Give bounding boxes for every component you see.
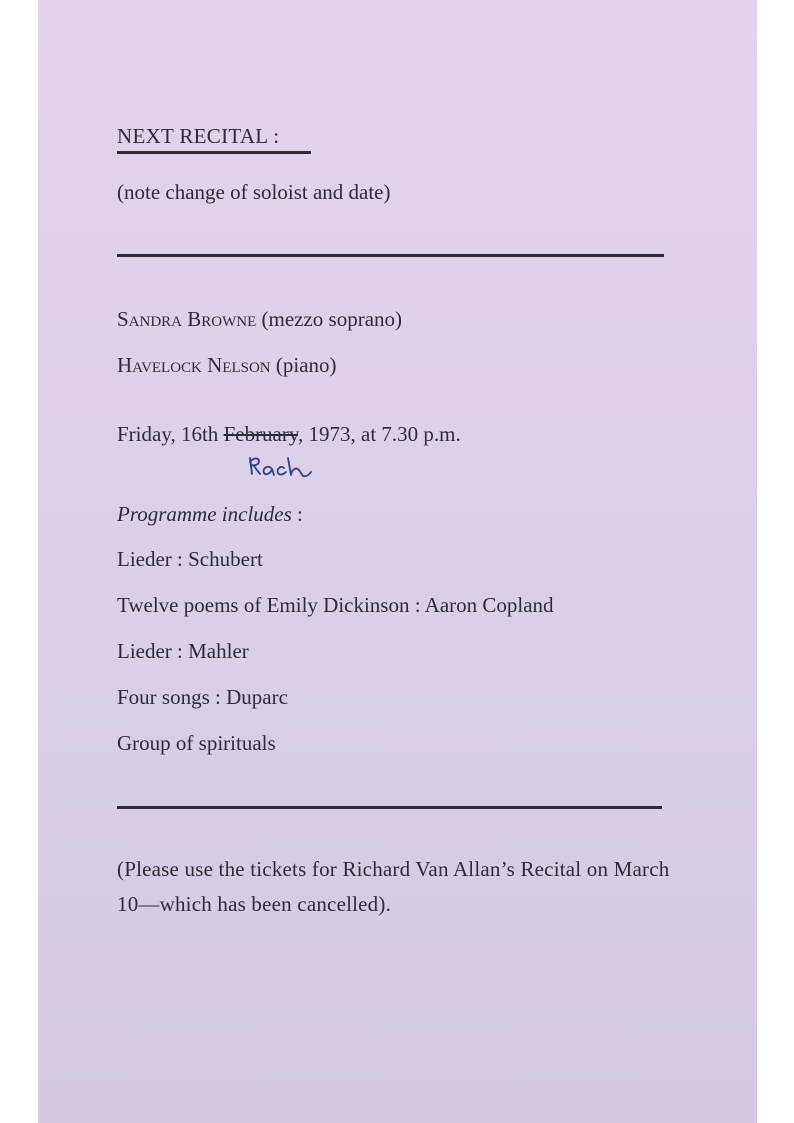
recital-date [117, 422, 461, 447]
performer-pianist [117, 353, 337, 378]
performer-singer [117, 307, 402, 332]
programme-item: Twelve poems of Emily Dickinson : Aaron Copland [117, 593, 554, 617]
heading-underline [117, 151, 311, 154]
programme-item: Lieder : Schubert [117, 547, 263, 571]
programme-item: Lieder : Mahler [117, 639, 249, 663]
programme-item: Four songs : Duparc [117, 685, 288, 709]
change-notice: (note change of soloist and date) [117, 180, 391, 204]
performer-name: Havelock Nelson [117, 353, 271, 377]
ticket-notice: (Please use the tickets for Richard Van Allan’s Recital on March 10—which has been cancelled). [117, 857, 670, 916]
programme-item: Group of spirituals [117, 731, 276, 755]
date-suffix: , 1973, at 7.30 p.m. [298, 422, 461, 446]
top-divider [117, 254, 664, 257]
show-through-text [508, 126, 513, 148]
performer-role: (mezzo soprano) [261, 307, 403, 331]
performer-role: (piano) [275, 353, 337, 377]
programme-intro [117, 502, 303, 527]
date-prefix: Friday, 16th [117, 422, 224, 446]
programme-page [38, 0, 757, 1123]
performer-name: Sandra Browne [117, 307, 257, 331]
next-recital-heading: NEXT RECITAL : [117, 124, 280, 148]
programme-intro-colon: : [291, 502, 303, 526]
handwritten-correction [244, 448, 314, 488]
programme-intro-text: Programme includes [117, 502, 292, 526]
struck-month: February [223, 422, 299, 446]
bottom-divider [117, 806, 662, 809]
